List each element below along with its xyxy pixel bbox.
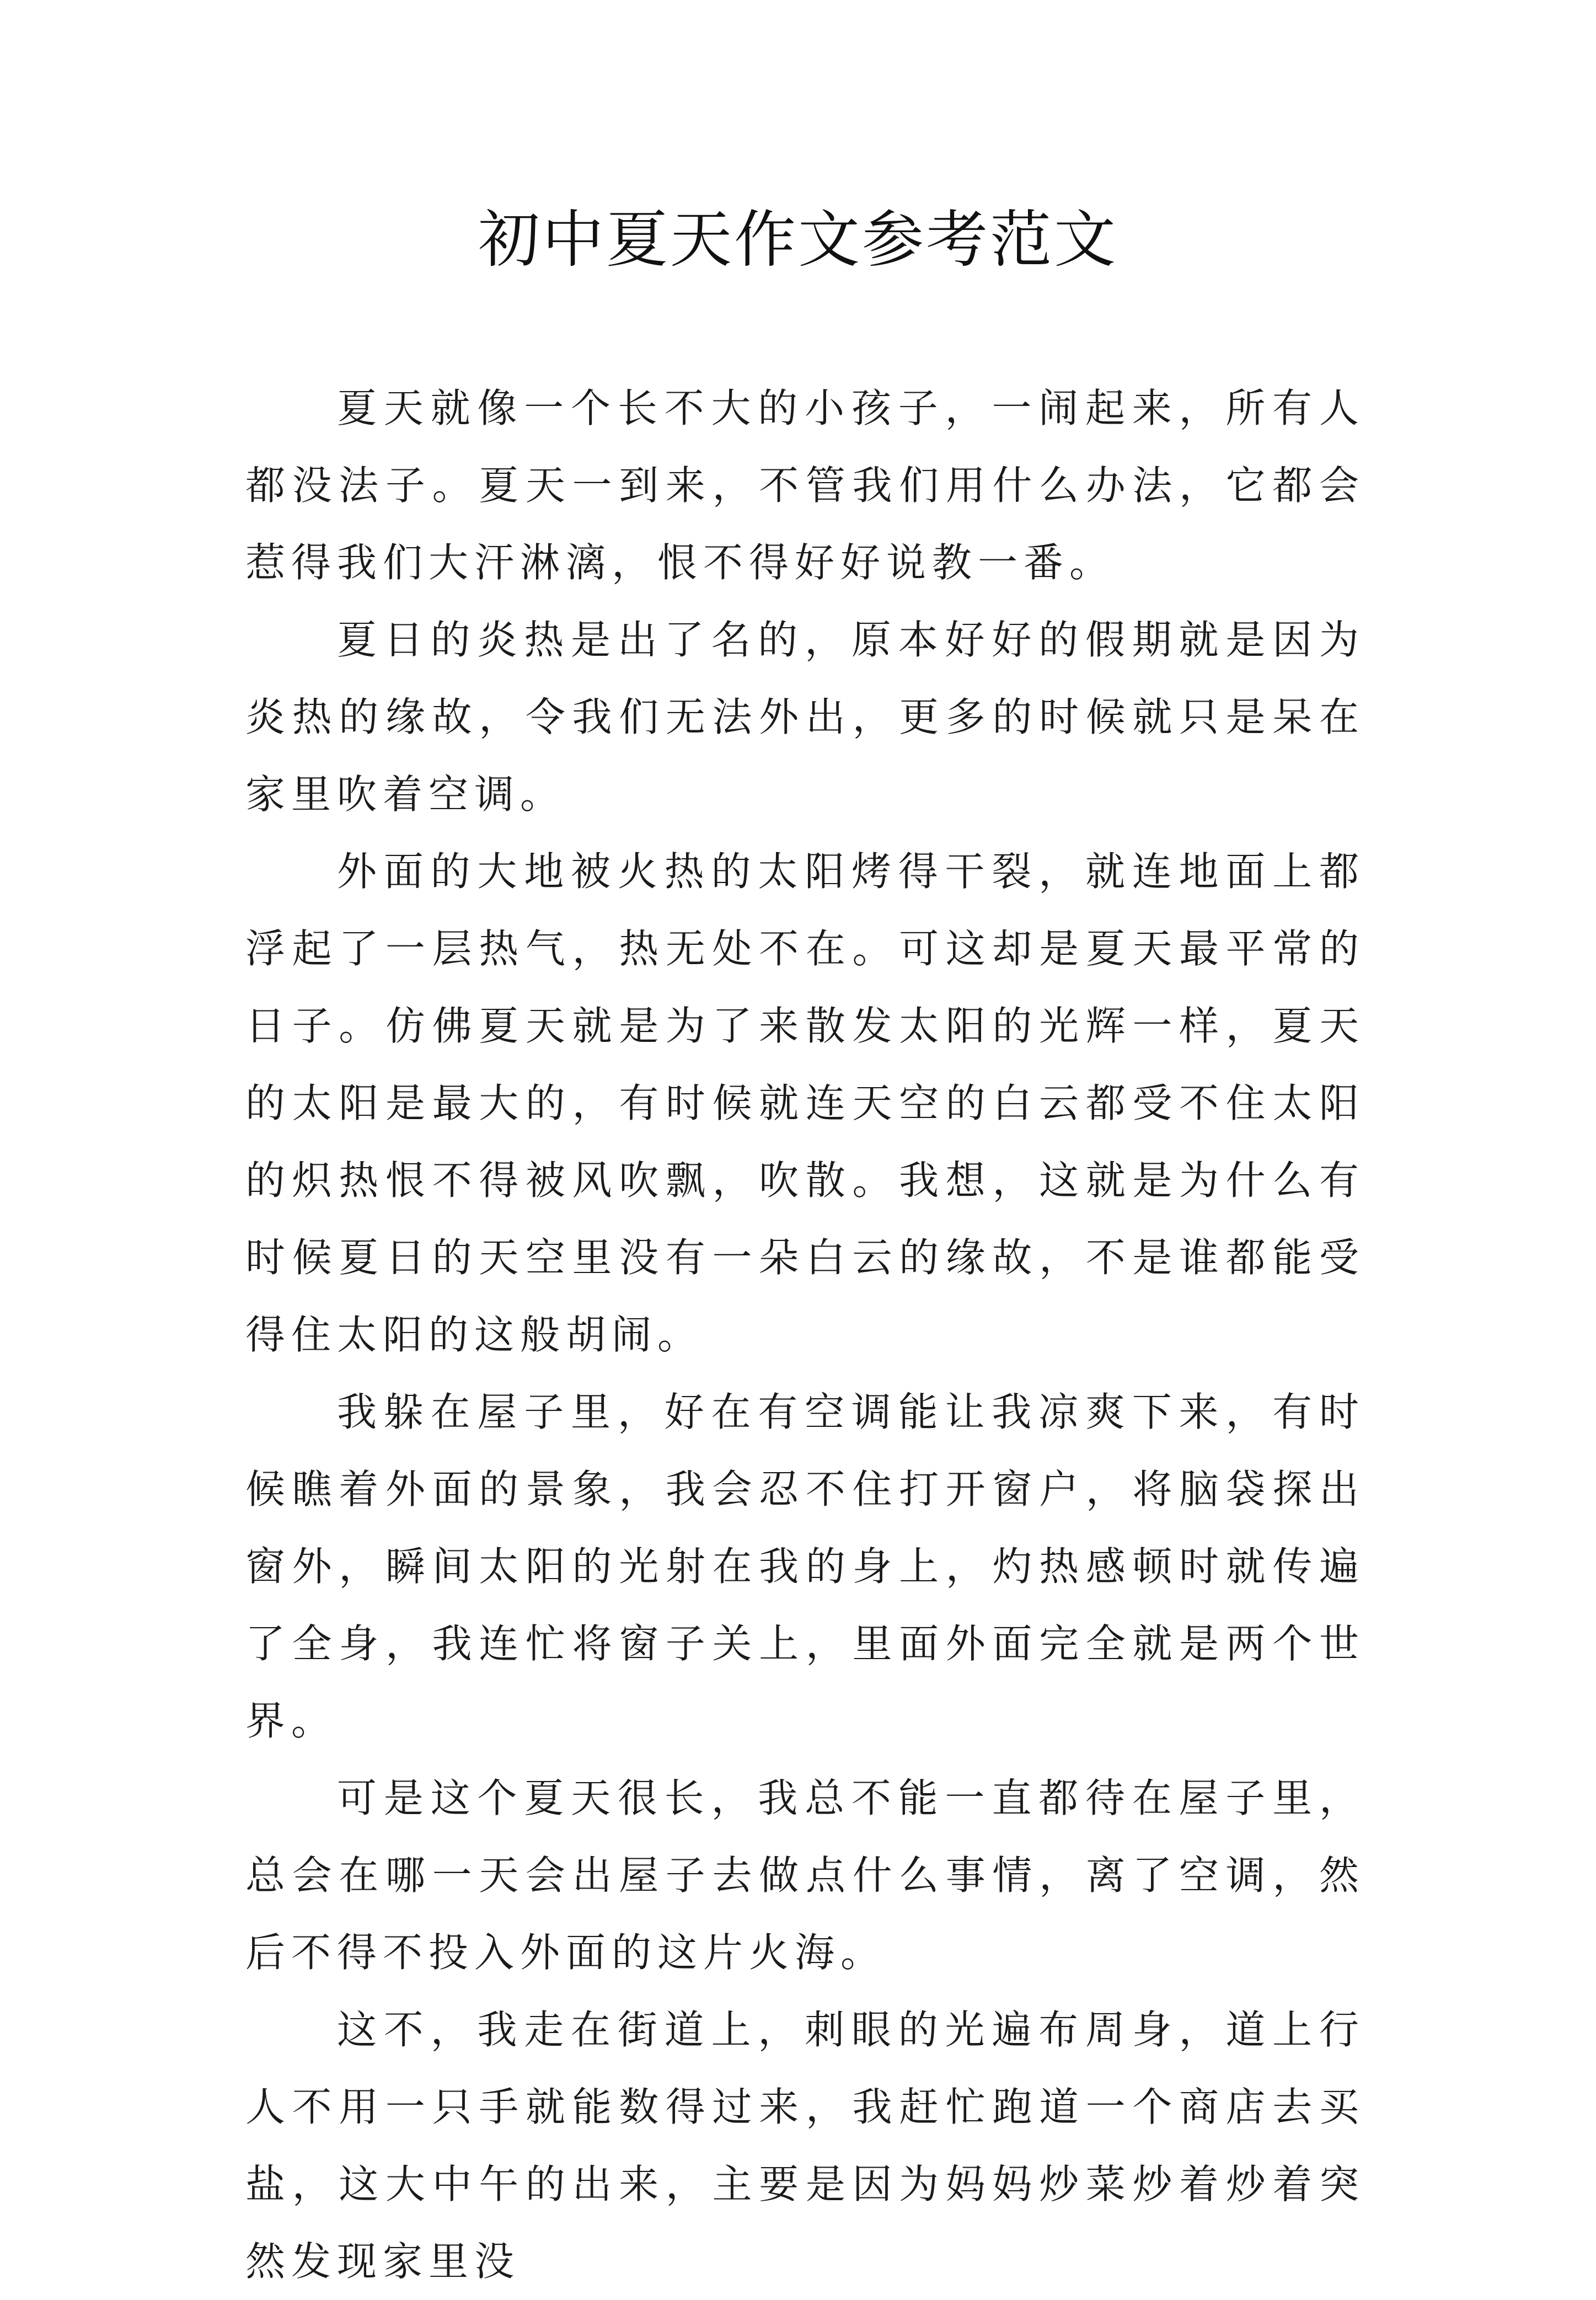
paragraph-4: 我躲在屋子里，好在有空调能让我凉爽下来，有时候瞧着外面的景象，我会忍不住打开窗户，将脑袋探出窗外，瞬间太阳的光射在我的身上，灼热感顿时就传遍了全身，我连忙将窗子关上，里面外面完全就是两个世界。 [245, 1389, 1365, 1744]
paragraph-1: 夏天就像一个长不大的小孩子，一闹起来，所有人都没法子。夏天一到来，不管我们用什么办法，它都会惹得我们大汗淋漓，恨不得好好说教一番。 [245, 385, 1365, 586]
paragraph-3: 外面的大地被火热的太阳烤得干裂，就连地面上都浮起了一层热气，热无处不在。可这却是夏天最平常的日子。仿佛夏天就是为了来散发太阳的光辉一样，夏天的太阳是最大的，有时候就连天空的白云都受不住太阳的炽热恨不得被风吹飘，吹散。我想，这就是为什么有时候夏日的天空里没有一朵白云的缘故，不是谁都能受得住太阳的这般胡闹。 [245, 848, 1365, 1358]
paragraph-6: 这不，我走在街道上，刺眼的光遍布周身，道上行人不用一只手就能数得过来，我赶忙跑道一个商店去买盐，这大中午的出来，主要是因为妈妈炒菜炒着炒着突然发现家里没 [245, 2007, 1365, 2285]
paragraph-2: 夏日的炎热是出了名的，原本好好的假期就是因为炎热的缘故，令我们无法外出，更多的时候就只是呆在家里吹着空调。 [245, 617, 1365, 817]
document-title: 初中夏天作文参考范文 [478, 204, 1118, 276]
document-body [245, 370, 1365, 2300]
paragraph-5: 可是这个夏天很长，我总不能一直都待在屋子里，总会在哪一天会出屋子去做点什么事情，离了空调，然后不得不投入外面的这片火海。 [245, 1775, 1365, 1976]
